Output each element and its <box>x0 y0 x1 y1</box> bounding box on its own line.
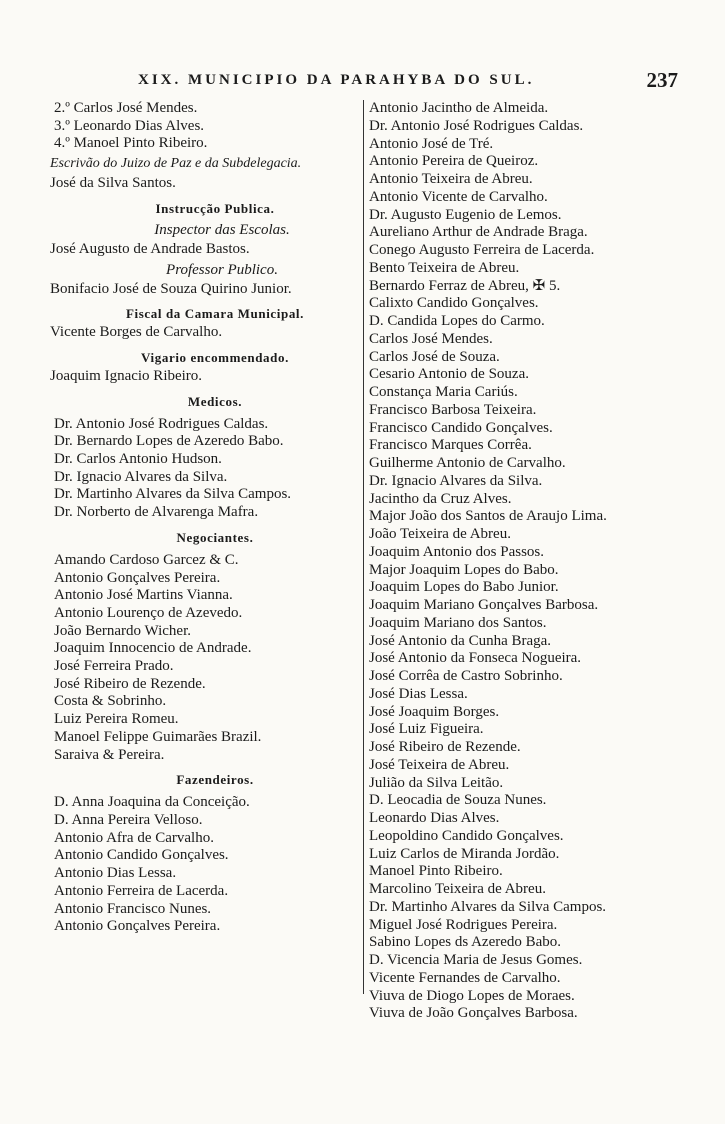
negociantes-list <box>50 552 360 764</box>
list-item: Conego Augusto Ferreira de Lacerda. <box>369 242 595 258</box>
list-item: José Teixeira de Abreu. <box>369 756 510 773</box>
list-item: Joaquim Mariano Gonçalves Barbosa. <box>369 597 599 613</box>
list-item: D. Anna Joaquina da Conceição. <box>54 794 250 811</box>
left-column <box>50 100 360 936</box>
list-item: Sabino Lopes ds Azeredo Babo. <box>369 934 562 951</box>
list-item: Antonio Candido Gonçalves. <box>54 847 229 864</box>
list-item: Antonio Jacintho de Almeida. <box>369 100 549 116</box>
inspector-heading: Inspector das Escolas. <box>154 221 290 238</box>
fazendeiros-heading: Fazendeiros. <box>176 772 254 788</box>
list-item: José Dias Lessa. <box>369 685 468 702</box>
escrivao-heading: Escrivão do Juizo de Paz e da Subdelegacia. <box>50 156 302 172</box>
list-item: Dr. Norberto de Alvarenga Mafra. <box>54 504 259 521</box>
list-item: Antonio Vicente de Carvalho. <box>369 188 548 205</box>
escrivao-name: José da Silva Santos. <box>50 175 176 192</box>
page-number: 237 <box>646 68 678 92</box>
list-item: Bento Teixeira de Abreu. <box>369 259 520 276</box>
list-item: Joaquim Innocencio de Andrade. <box>54 640 252 657</box>
list-item: Francisco Candido Gonçalves. <box>369 419 553 436</box>
member-line: 3.º Leonardo Dias Alves. <box>54 117 205 134</box>
list-item: Carlos José Mendes. <box>369 330 493 347</box>
list-item: Julião da Silva Leitão. <box>369 774 504 791</box>
list-item: Saraiva & Pereira. <box>54 746 165 763</box>
list-item: José Ferreira Prado. <box>54 658 174 675</box>
professor-heading: Professor Publico. <box>166 261 278 278</box>
page-header <box>50 68 680 96</box>
list-item: José Corrêa de Castro Sobrinho. <box>369 668 563 684</box>
list-item: Joaquim Mariano dos Santos. <box>369 614 547 631</box>
member-line: 4.º Manoel Pinto Ribeiro. <box>54 135 208 152</box>
list-item: Antonio Francisco Nunes. <box>54 900 212 917</box>
list-item: D. Anna Pereira Velloso. <box>54 811 203 828</box>
list-item: Antonio Dias Lessa. <box>54 865 177 882</box>
list-item: Dr. Antonio José Rodrigues Caldas. <box>54 415 269 432</box>
list-item: Antonio Gonçalves Pereira. <box>54 918 221 935</box>
list-item: Dr. Antonio José Rodrigues Caldas. <box>369 117 584 134</box>
list-item: José Joaquim Borges. <box>369 703 500 720</box>
list-item: Aureliano Arthur de Andrade Braga. <box>369 224 588 241</box>
list-item: Constança Maria Cariús. <box>369 384 518 400</box>
inspector-name: José Augusto de Andrade Bastos. <box>50 240 250 257</box>
list-item: Miguel José Rodrigues Pereira. <box>369 916 558 933</box>
list-item: Bernardo Ferraz de Abreu, ✠ 5. <box>369 277 561 294</box>
list-item: Viuva de João Gonçalves Barbosa. <box>369 1005 578 1022</box>
list-item: Carlos José de Souza. <box>369 348 500 365</box>
list-item: Francisco Marques Corrêa. <box>369 437 532 454</box>
list-item: Antonio Pereira de Queiroz. <box>369 153 539 170</box>
fazendeiros-list <box>50 794 360 936</box>
list-item: Manoel Felippe Guimarães Brazil. <box>54 728 262 745</box>
list-item: José Ribeiro de Rezende. <box>54 675 206 692</box>
list-item: D. Candida Lopes do Carmo. <box>369 313 545 329</box>
vigario-name: Joaquim Ignacio Ribeiro. <box>50 367 203 384</box>
list-item: Major Joaquim Lopes do Babo. <box>369 561 559 578</box>
list-item: D. Vicencia Maria de Jesus Gomes. <box>369 952 583 968</box>
list-item: Joaquim Antonio dos Passos. <box>369 543 545 560</box>
list-item: Dr. Ignacio Alvares da Silva. <box>369 472 543 489</box>
instrucao-heading: Instrucção Publica. <box>155 200 275 216</box>
list-item: Dr. Martinho Alvares da Silva Campos. <box>369 898 607 915</box>
vigario-heading: Vigario encommendado. <box>141 349 289 365</box>
list-item: Major João dos Santos de Araujo Lima. <box>369 508 607 525</box>
member-line: 2.º Carlos José Mendes. <box>54 100 198 116</box>
list-item: D. Leocadia de Souza Nunes. <box>369 792 547 809</box>
list-item: Cesario Antonio de Souza. <box>369 366 529 383</box>
medicos-heading: Medicos. <box>187 393 243 409</box>
fiscal-heading: Fiscal da Camara Municipal. <box>126 306 304 322</box>
list-item: Antonio Afra de Carvalho. <box>54 829 214 846</box>
medicos-list <box>50 416 360 522</box>
list-item: Calixto Candido Gonçalves. <box>369 295 539 312</box>
list-item: José Antonio da Fonseca Nogueira. <box>369 650 582 667</box>
negociantes-heading: Negociantes. <box>176 529 254 545</box>
column-divider <box>363 100 364 994</box>
list-item: Luiz Pereira Romeu. <box>54 711 179 728</box>
list-item: Dr. Martinho Alvares da Silva Campos. <box>54 486 292 503</box>
right-column <box>369 100 679 1023</box>
list-item: José Ribeiro de Rezende. <box>369 739 521 755</box>
list-item: Antonio José Martins Vianna. <box>54 587 233 604</box>
list-item: Jacintho da Cruz Alves. <box>369 490 512 507</box>
list-item: Marcolino Teixeira de Abreu. <box>369 881 546 897</box>
list-item: Amando Cardoso Garcez & C. <box>54 551 239 568</box>
list-item: Dr. Bernardo Lopes de Azeredo Babo. <box>54 433 284 450</box>
list-item: Joaquim Lopes do Babo Junior. <box>369 579 559 596</box>
list-item: Guilherme Antonio de Carvalho. <box>369 455 566 471</box>
list-item: José Antonio da Cunha Braga. <box>369 632 552 649</box>
list-item: José Luiz Figueira. <box>369 721 484 738</box>
list-item: Antonio Gonçalves Pereira. <box>54 569 221 586</box>
list-item: Viuva de Diogo Lopes de Moraes. <box>369 987 575 1004</box>
list-item: Antonio Lourenço de Azevedo. <box>54 604 243 621</box>
fiscal-name: Vicente Borges de Carvalho. <box>50 324 223 341</box>
list-item: Antonio José de Tré. <box>369 135 494 152</box>
list-item: Dr. Carlos Antonio Hudson. <box>54 451 222 468</box>
list-item: Costa & Sobrinho. <box>54 693 167 710</box>
list-item: Manoel Pinto Ribeiro. <box>369 863 503 880</box>
list-item: João Teixeira de Abreu. <box>369 526 511 542</box>
list-item: Antonio Teixeira de Abreu. <box>369 171 533 187</box>
list-item: Francisco Barbosa Teixeira. <box>369 401 537 418</box>
list-item: Luiz Carlos de Miranda Jordão. <box>369 845 560 862</box>
list-item: Leopoldino Candido Gonçalves. <box>369 827 564 844</box>
list-item: Dr. Augusto Eugenio de Lemos. <box>369 206 562 223</box>
list-item: Antonio Ferreira de Lacerda. <box>54 882 229 899</box>
list-item: Leonardo Dias Alves. <box>369 810 500 826</box>
list-item: Dr. Ignacio Alvares da Silva. <box>54 468 228 485</box>
list-item: João Bernardo Wicher. <box>54 622 191 639</box>
running-title: XIX. MUNICIPIO DA PARAHYBA DO SUL. <box>138 72 535 88</box>
professor-name: Bonifacio José de Souza Quirino Junior. <box>50 280 292 297</box>
list-item: Vicente Fernandes de Carvalho. <box>369 969 561 986</box>
